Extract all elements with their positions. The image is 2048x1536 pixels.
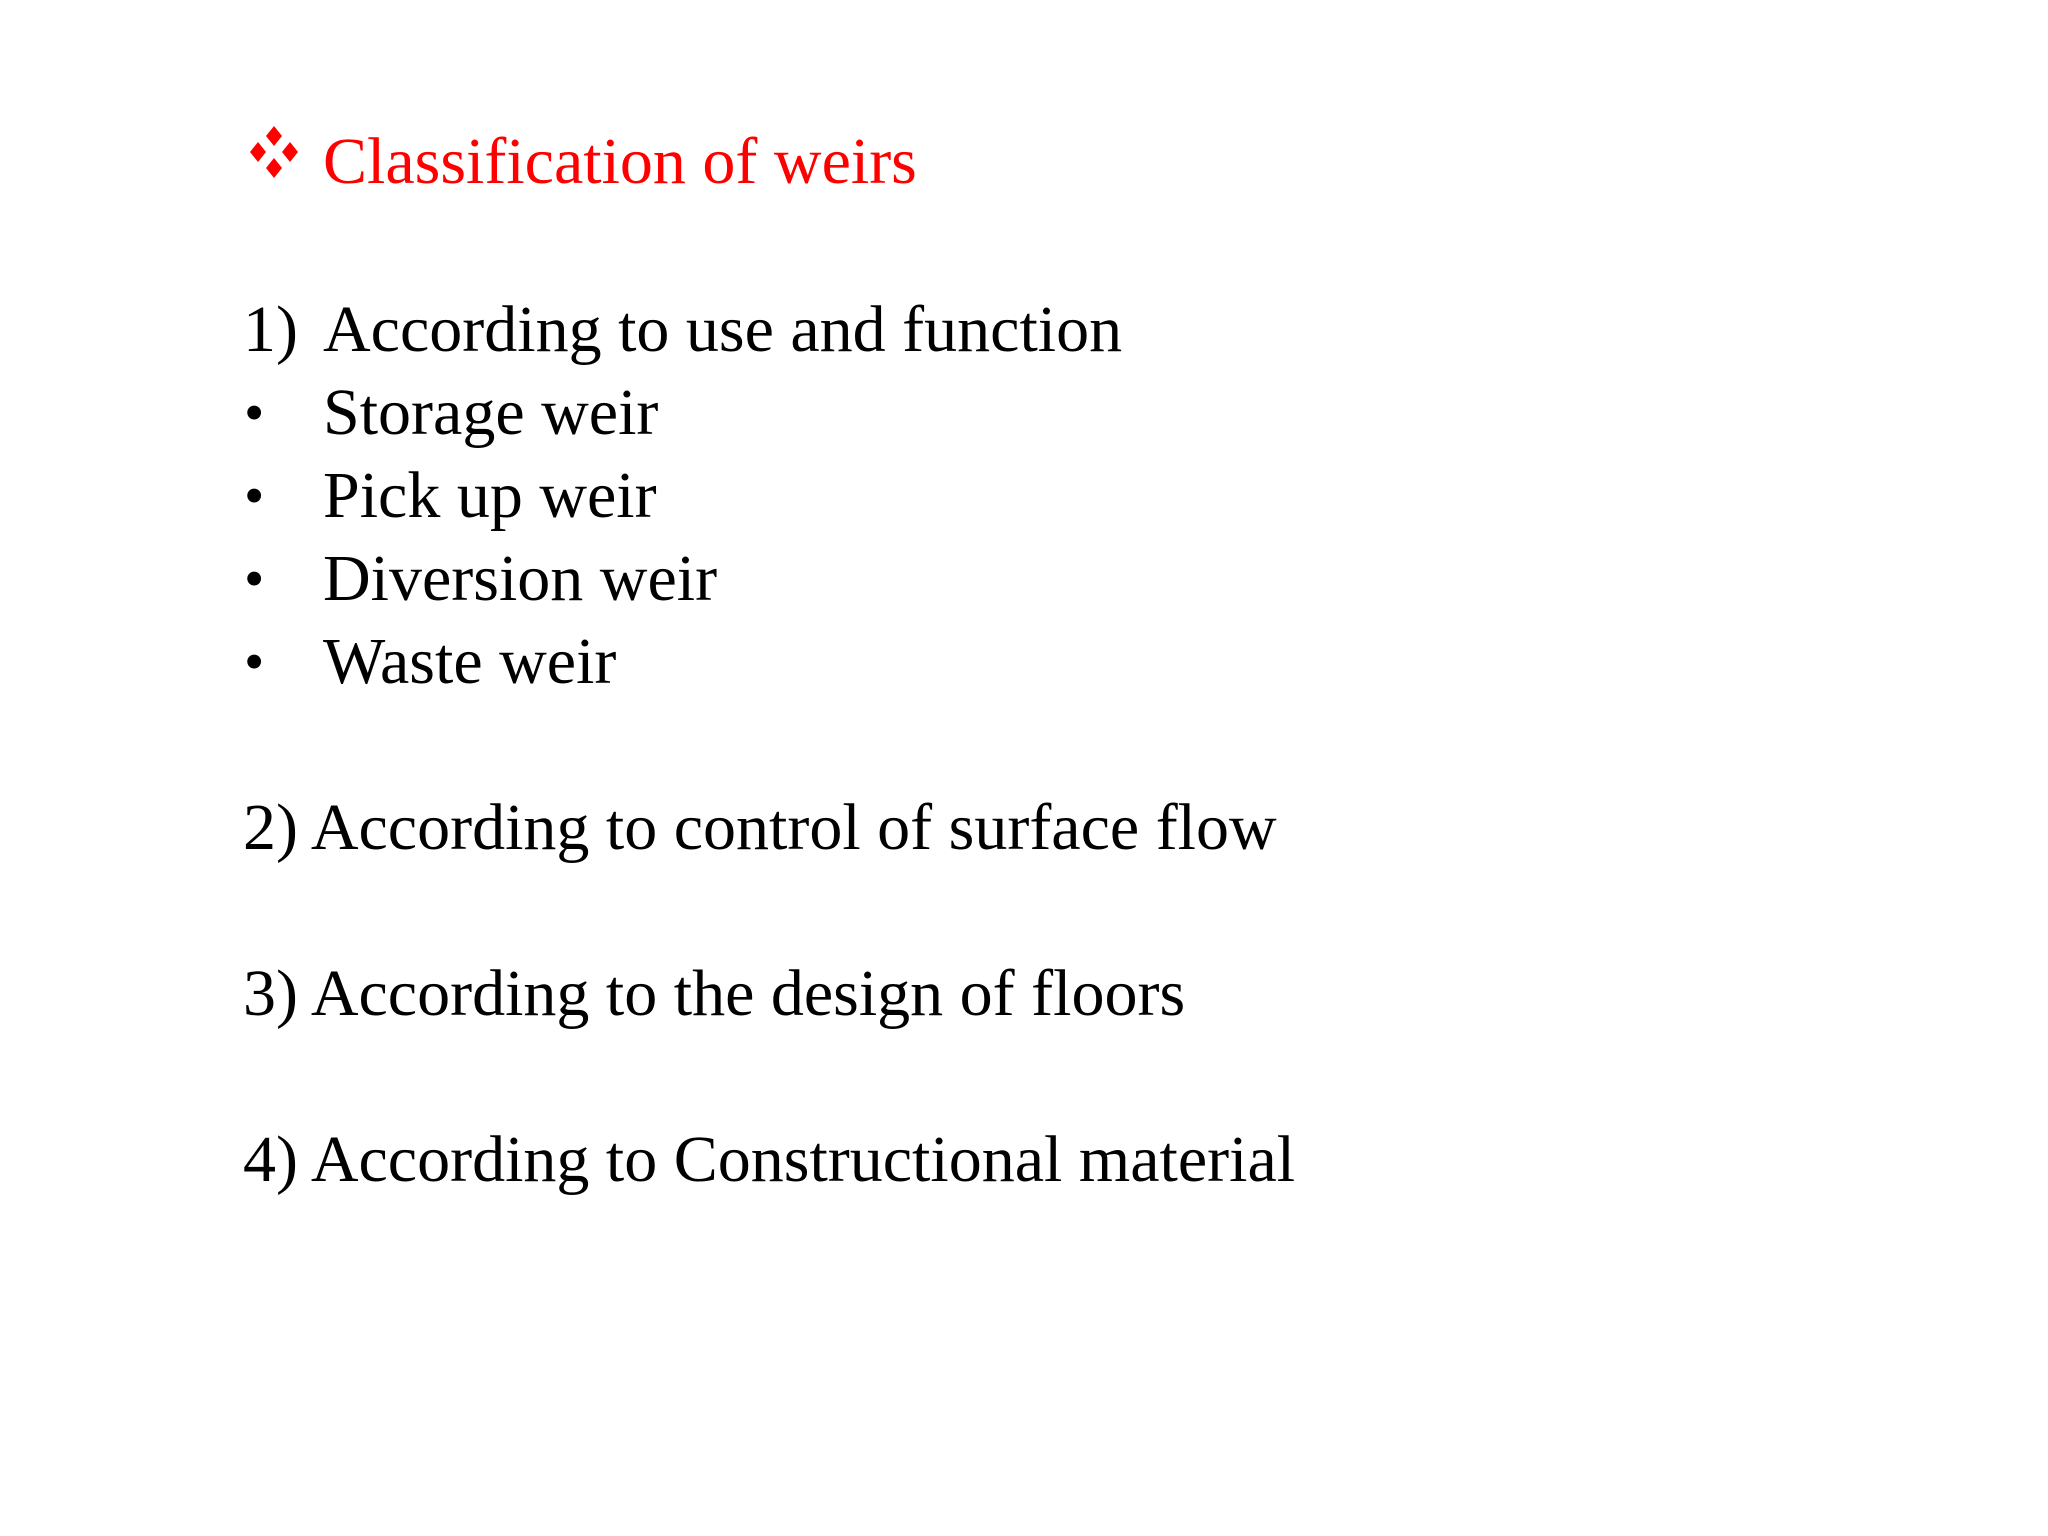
list-item: Pick up weir <box>323 459 657 532</box>
diamond-cluster-bullet-icon <box>246 124 302 180</box>
bullet-icon: • <box>244 463 265 528</box>
section-4-heading: 4) According to Constructional material <box>243 1123 1296 1196</box>
bullet-icon: • <box>244 546 265 611</box>
bullet-icon: • <box>244 629 265 694</box>
list-item: Waste weir <box>323 625 617 698</box>
list-item: Diversion weir <box>323 542 718 615</box>
section-3-heading: 3) According to the design of floors <box>243 957 1186 1030</box>
bullet-icon: • <box>244 380 265 445</box>
slide-title: Classification of weirs <box>323 125 917 198</box>
section-1-heading: According to use and function <box>323 293 1123 366</box>
section-2-heading: 2) According to control of surface flow <box>243 791 1277 864</box>
section-1-number: 1) <box>243 293 298 366</box>
list-item: Storage weir <box>323 376 659 449</box>
